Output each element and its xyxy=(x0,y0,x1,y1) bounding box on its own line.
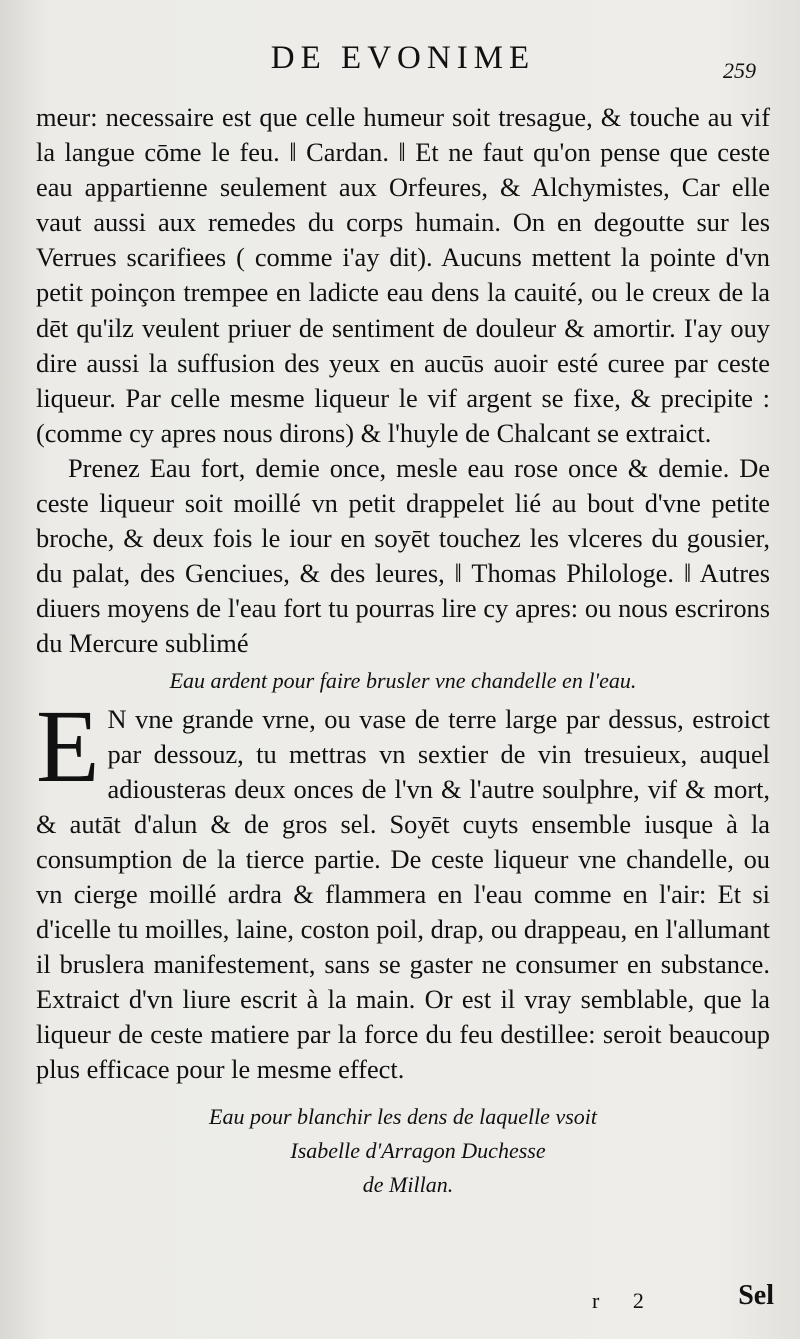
section-paragraph xyxy=(36,688,770,1088)
paragraph-2: Prenez Eau fort, demie once, mesle eau rose once & demie. De ceste liqueur soit moillé vn petit drappelet lié au bout d'vne petite broche, & deux fois le iour en soyēt touchez les vlceres du gousier, du palat, des Genciues, & des leures, ‖ Thomas Philologe. ‖ Autres diuers moyens de l'eau fort tu pourras lire cy apres: ou nous escrirons du Mercure sublimé xyxy=(36,452,770,659)
next-heading-line-1: Eau pour blanchir les dens de laquelle vsoit xyxy=(209,1103,597,1129)
section-paragraph-text: N vne grande vrne, ou vase de terre large par dessus, estroict par dessouz, tu mettras vn sextier de vin tresuieux, auquel adiousteras deux onces de l'vn & l'autre soulphre, vif & mort, & autāt d'alun & de gros sel. Soyēt cuyts ensemble iusque à la consumption de la tierce partie. De ceste liqueur vne chandelle, ou vn cierge moillé ardra & flammera en l'eau comme en l'air: Et si d'icelle tu moilles, laine, coston poil, drap, ou drappeau, en l'allumant il bruslera manifestement, sans se gaster ne consumer en substance. Extraict d'vn liure escrit à la main. Or est il vray semblable, que la liqueur de ceste matiere par la force du feu destillee: seroit beaucoup plus efficace pour le mesme effect. xyxy=(36,703,770,1085)
section-heading: Eau ardent pour faire brusler vne chandelle en l'eau. xyxy=(169,667,637,693)
catchword: Sel xyxy=(738,1280,774,1311)
paragraph-1: meur: necessaire est que celle humeur soit tresague, & touche au vif la langue cōme le feu. ‖ Cardan. ‖ Et ne faut qu'on pense que ceste eau appartienne seulement aux Orfeures, & Alchymistes, Car elle vaut aussi aux remedes du corps humain. On en degoutte sur les Verrues scarifiees ( comme i'ay dit). Aucuns mettent la pointe d'vn petit poinçon trempee en ladicte eau dens la cauité, ou le creux de la dēt qu'ilz veulent priuer de sentiment de douleur & amortir. I'ay ouy dire aussi la suffusion des yeux en aucūs auoir esté curee par ceste liqueur. Par celle mesme liqueur le vif argent se fixe, & precipite : (comme cy apres nous dirons) & l'huyle de Chalcant se extraict. xyxy=(36,102,770,448)
next-heading-line-3: de Millan. xyxy=(362,1171,454,1197)
page-footer xyxy=(0,1280,800,1320)
signature-mark: r 2 xyxy=(592,1288,658,1313)
body-text xyxy=(36,100,770,1202)
next-section-heading xyxy=(36,1100,770,1202)
next-heading-line-2: Isabelle d'Arragon Duchesse xyxy=(290,1137,546,1163)
running-title: DE EVONIME xyxy=(270,40,536,76)
drop-cap: E xyxy=(36,688,100,804)
running-head xyxy=(36,0,770,100)
page-number: 259 xyxy=(723,58,756,83)
